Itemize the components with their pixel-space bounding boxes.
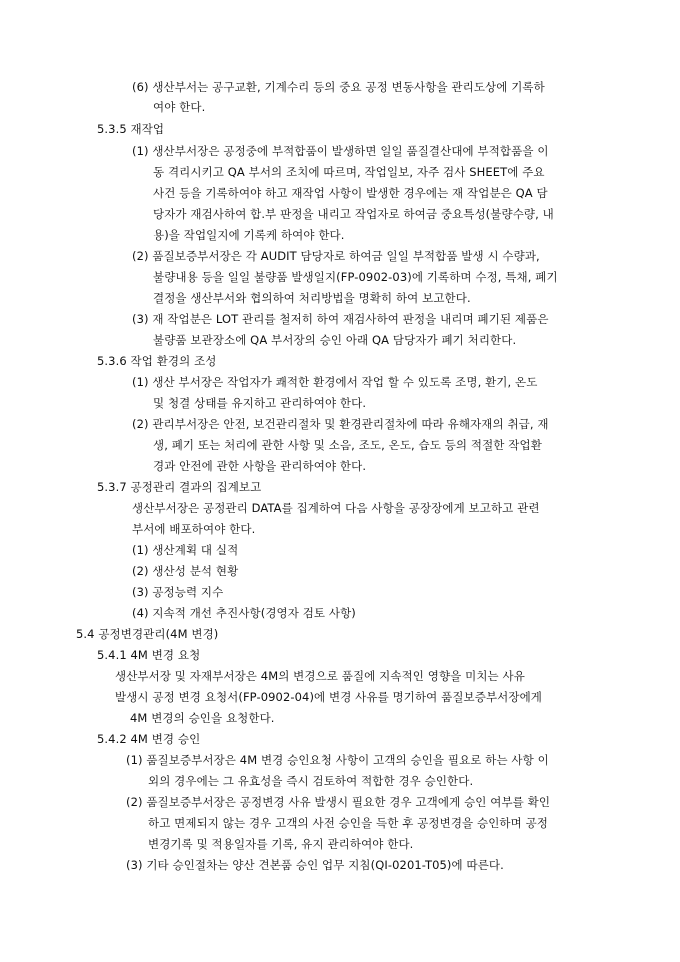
text-line: 용)을 작업일지에 기록케 하여야 한다. [153, 228, 345, 242]
text-line: 생, 폐기 또는 처리에 관한 사항 및 소음, 조도, 온도, 습도 등의 적절한 작업환 [153, 438, 542, 452]
text-line: (3) 기타 승인절차는 양산 견본품 승인 업무 지침(QI-0201-T05)에 따른다. [126, 858, 504, 872]
text-line: 불량내용 등을 일일 불량품 발생일지(FP-0902-03)에 기록하며 수정, 특채, 폐기 [153, 270, 558, 284]
list-item: (4) 지속적 개선 추진사항(경영자 검토 사항) [132, 606, 356, 620]
text-line: (2) 품질보증부서장은 각 AUDIT 담당자로 하여금 일일 부적합품 발생 시 수량과, [132, 249, 540, 263]
text-line: (6) 생산부서는 공구교환, 기계수리 등의 중요 공정 변동사항을 관리도상에 기록하 [132, 80, 545, 94]
text-line: (3) 재 작업분은 LOT 관리를 철저히 하여 재검사하여 판정을 내리며 폐기된 제품은 [132, 312, 549, 326]
text-line: (1) 생산 부서장은 작업자가 쾌적한 환경에서 작업 할 수 있도록 조명, 환기, 온도 [132, 375, 538, 389]
text-line: 결정을 생산부서와 협의하여 처리방법을 명확히 하여 보고한다. [153, 291, 471, 305]
text-line: 변경기록 및 적용일자를 기록, 유지 관리하여야 한다. [148, 837, 414, 851]
list-item: (1) 생산계획 대 실적 [132, 543, 239, 557]
text-line: (2) 품질보증부서장은 공정변경 사유 발생시 필요한 경우 고객에게 승인 여부를 확인 [126, 795, 551, 809]
text-line: (1) 품질보증부서장은 4M 변경 승인요청 사항이 고객의 승인을 필요로 하는 사항 이 [126, 753, 549, 767]
text-line: 4M 변경의 승인을 요청한다. [130, 711, 275, 725]
text-line: 생산부서장 및 자재부서장은 4M의 변경으로 품질에 지속적인 영향을 미치는 사유 [115, 669, 525, 683]
list-item: (2) 생산성 분석 현황 [132, 564, 239, 578]
section-heading: 5.4.2 4M 변경 승인 [97, 732, 201, 746]
section-heading: 5.4.1 4M 변경 요청 [97, 648, 201, 662]
text-line: (2) 관리부서장은 안전, 보건관리절차 및 환경관리절차에 따라 유해자재의 취급, 재 [132, 417, 549, 431]
text-line: 당자가 재검사하여 합.부 판정을 내리고 작업자로 하여금 중요특성(불량수량, 내 [153, 207, 554, 221]
text-line: 생산부서장은 공정관리 DATA를 집계하여 다음 사항을 공장장에게 보고하고 관련 [132, 501, 540, 515]
section-heading: 5.4 공정변경관리(4M 변경) [76, 627, 219, 641]
section-heading: 5.3.6 작업 환경의 조성 [97, 354, 217, 368]
text-line: 경과 안전에 관한 사항을 관리하여야 한다. [153, 459, 367, 473]
section-heading: 5.3.5 재작업 [97, 122, 165, 136]
text-line: 발생시 공정 변경 요청서(FP-0902-04)에 변경 사유를 명기하여 품질보증부서장에게 [115, 690, 543, 704]
section-heading: 5.3.7 공정관리 결과의 집계보고 [97, 480, 262, 494]
text-line: 불량품 보관장소에 QA 부서장의 승인 아래 QA 담당자가 폐기 처리한다. [153, 333, 517, 347]
text-line: 하고 면제되지 않는 경우 고객의 사전 승인을 득한 후 공정변경을 승인하며 공정 [148, 816, 548, 830]
text-line: (1) 생산부서장은 공정중에 부적합품이 발생하면 일일 품질결산대에 부적합품을 이 [132, 144, 549, 158]
text-line: 외의 경우에는 그 유효성을 즉시 검토하여 적합한 경우 승인한다. [148, 774, 474, 788]
text-line: 동 격리시키고 QA 부서의 조치에 따르며, 작업일보, 자주 검사 SHEET에 주요 [153, 165, 545, 179]
text-line: 여야 한다. [153, 100, 206, 114]
list-item: (3) 공정능력 지수 [132, 585, 224, 599]
text-line: 부서에 배포하여야 한다. [132, 522, 256, 536]
text-line: 사건 등을 기록하여야 하고 재작업 사항이 발생한 경우에는 재 작업분은 QA 담 [153, 186, 548, 200]
text-line: 및 청결 상태를 유지하고 관리하여야 한다. [153, 396, 367, 410]
